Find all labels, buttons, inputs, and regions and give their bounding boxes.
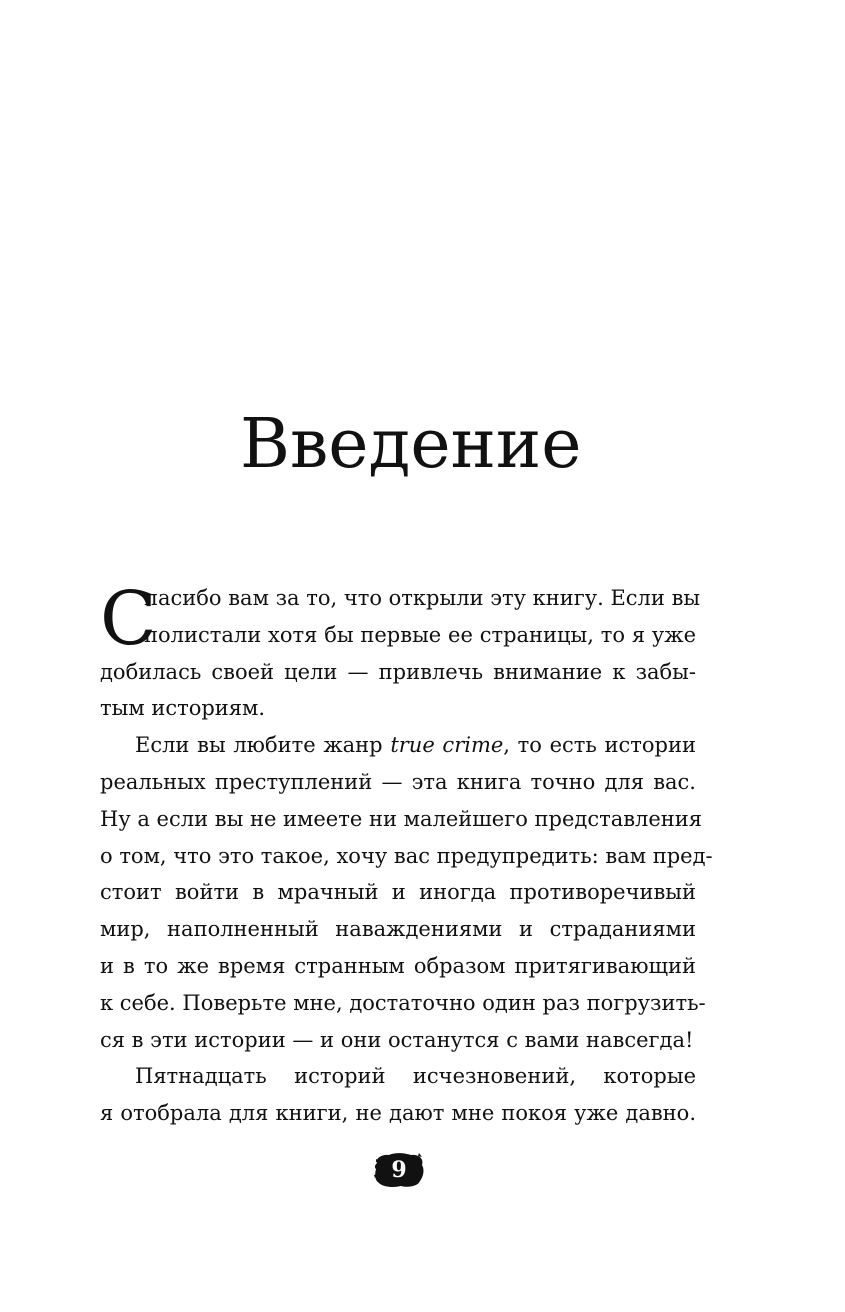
text-line: добилась своей цели — привлечь внимание к забы- — [100, 659, 696, 684]
italic-term: true crime — [390, 733, 504, 758]
text-line-with-italic — [100, 727, 696, 764]
text-line: полистали хотя бы первые ее страницы, то я уже — [144, 622, 696, 647]
page-number-badge — [373, 1151, 425, 1189]
text-line: ся в эти истории — и они останутся с вами навсегда! — [100, 1027, 694, 1052]
text-line: тым историям. — [100, 696, 266, 721]
text-line: я отобрала для книги, не дают мне покоя уже давно. — [100, 1101, 696, 1126]
text-line: стоит войти в мрачный и иногда противоречивый — [100, 880, 696, 905]
text-line: мир, наполненный наваждениями и страданиями — [100, 917, 696, 942]
body-text — [100, 576, 713, 1132]
text-fragment: , то есть истории — [503, 733, 696, 758]
text-line: реальных преступлений — эта книга точно для вас. — [100, 769, 696, 794]
text-line: и в то же время странным образом притягивающий — [100, 953, 696, 978]
text-line: Ну а если вы не имеете ни малейшего представления — [100, 806, 703, 831]
text-line: к себе. Поверьте мне, достаточно один раз погрузить- — [100, 990, 706, 1015]
text-line: пасибо вам за то, что открыли эту книгу. Если вы — [144, 586, 701, 610]
text-fragment: Если вы любите жанр — [135, 733, 391, 758]
page-number: 9 — [391, 1157, 407, 1183]
text-line: о том, что это такое, хочу вас предупредить: вам пред- — [100, 843, 713, 868]
text-line: Пятнадцать историй исчезновений, которые — [135, 1064, 696, 1089]
chapter-title: Введение — [240, 405, 582, 484]
drop-cap: С — [100, 576, 157, 662]
